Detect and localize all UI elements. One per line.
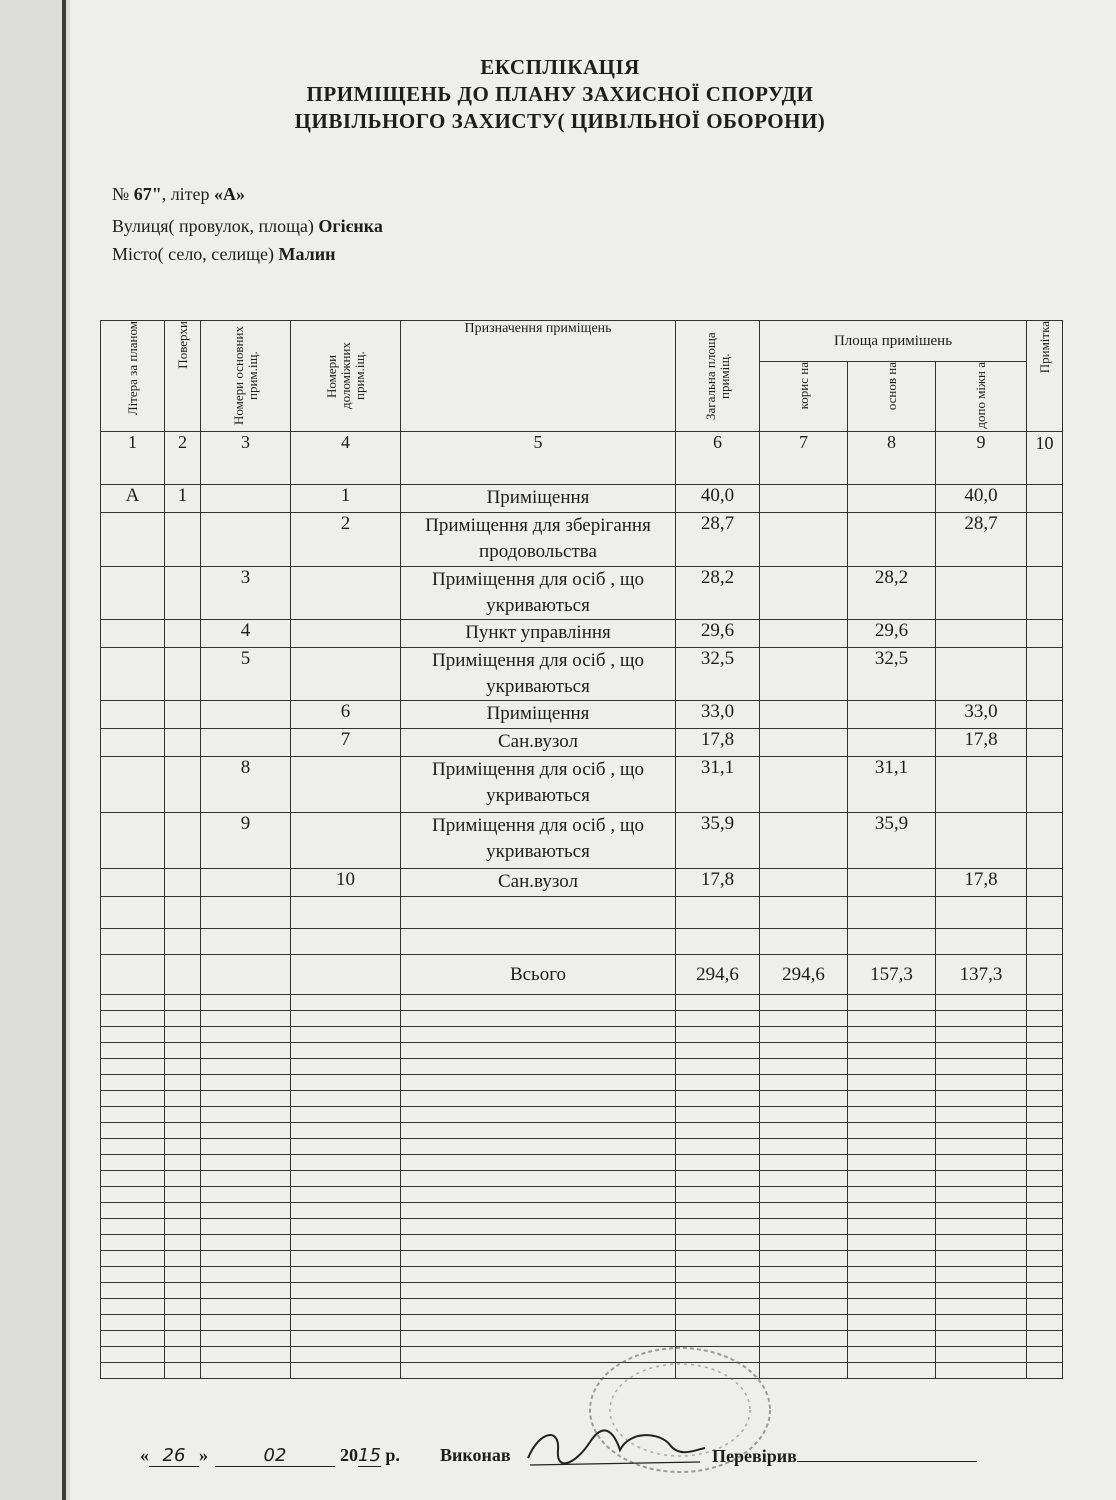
cell-basic-area: 32,5 <box>848 648 936 701</box>
cell-purpose: Приміщення для осіб , що укриваються <box>401 813 676 869</box>
table-empty-row <box>101 1155 1063 1171</box>
cell-aux-room: 7 <box>291 729 401 757</box>
cell-note <box>1027 813 1063 869</box>
table-empty-row <box>101 1059 1063 1075</box>
table-empty-row <box>101 897 1063 929</box>
col-header-useful: корис на <box>760 362 848 432</box>
cell-liter <box>101 620 165 648</box>
binding-edge <box>62 0 66 1500</box>
cell-aux-area <box>936 648 1027 701</box>
cell-floor <box>165 620 201 648</box>
col-header-basic: основ на <box>848 362 936 432</box>
building-liter: «А» <box>214 184 246 204</box>
cell-liter <box>101 729 165 757</box>
cell-floor <box>165 729 201 757</box>
table-empty-row <box>101 1043 1063 1059</box>
cell-useful-area <box>760 485 848 513</box>
address-street-line: Вулиця( провулок, площа) Огієнка <box>112 216 383 236</box>
cell-liter <box>101 757 165 813</box>
cell-main-room <box>201 869 291 897</box>
table-empty-row <box>101 1171 1063 1187</box>
cell-aux-area <box>936 620 1027 648</box>
cell-aux-room: 6 <box>291 701 401 729</box>
table-row <box>101 567 1063 620</box>
cell-purpose: Приміщення <box>401 701 676 729</box>
cell-floor <box>165 701 201 729</box>
date-day: 26 <box>149 1445 199 1467</box>
cell-note <box>1027 729 1063 757</box>
col-number: 10 <box>1027 432 1063 485</box>
col-header-main-rooms: Номери основних прим.іщ. <box>201 321 291 432</box>
table-empty-row <box>101 1123 1063 1139</box>
cell-aux-area: 28,7 <box>936 513 1027 567</box>
cell-basic-area <box>848 513 936 567</box>
year-suffix: 15 <box>358 1445 381 1466</box>
cell-aux-room <box>291 567 401 620</box>
cell-note <box>1027 869 1063 897</box>
table-empty-row <box>101 1203 1063 1219</box>
table-empty-row <box>101 1235 1063 1251</box>
table-empty-row <box>101 1091 1063 1107</box>
cell-basic-area: 29,6 <box>848 620 936 648</box>
table-total-row <box>101 955 1063 995</box>
cell-total-area: 28,2 <box>676 567 760 620</box>
building-number: 67" <box>133 184 162 204</box>
total-basic: 157,3 <box>848 955 936 995</box>
cell-note <box>1027 757 1063 813</box>
cell-aux-room: 2 <box>291 513 401 567</box>
executed-label: Виконав <box>440 1445 511 1465</box>
cell-total-area: 17,8 <box>676 729 760 757</box>
col-header-liter: Літера за планом <box>101 321 165 432</box>
col-header-auxiliary: допо міжн а <box>936 362 1027 432</box>
cell-basic-area: 35,9 <box>848 813 936 869</box>
cell-floor <box>165 813 201 869</box>
checked-field <box>712 1445 977 1467</box>
cell-total-area: 33,0 <box>676 701 760 729</box>
cell-aux-room: 10 <box>291 869 401 897</box>
table-empty-row <box>101 995 1063 1011</box>
date-year-field <box>340 1445 400 1466</box>
explication-table <box>100 320 1063 1379</box>
cell-total-area: 32,5 <box>676 648 760 701</box>
cell-useful-area <box>760 729 848 757</box>
table-header-row <box>101 321 1063 362</box>
table-row <box>101 648 1063 701</box>
cell-floor <box>165 757 201 813</box>
col-header-note: Примітка <box>1027 321 1063 432</box>
cell-purpose: Приміщення для осіб , що укриваються <box>401 648 676 701</box>
table-empty-row <box>101 1251 1063 1267</box>
col-number: 2 <box>165 432 201 485</box>
total-label: Всього <box>401 955 676 995</box>
table-empty-row <box>101 1299 1063 1315</box>
table-empty-row <box>101 1139 1063 1155</box>
date-day-field: « 26 » <box>140 1445 208 1466</box>
table-row <box>101 620 1063 648</box>
cell-liter <box>101 648 165 701</box>
year-label: р. <box>385 1445 400 1465</box>
cell-main-room <box>201 513 291 567</box>
cell-main-room: 4 <box>201 620 291 648</box>
cell-note <box>1027 648 1063 701</box>
cell-note <box>1027 485 1063 513</box>
col-header-area-group: Площа примішень <box>760 321 1027 362</box>
cell-main-room: 9 <box>201 813 291 869</box>
col-number: 6 <box>676 432 760 485</box>
cell-aux-room <box>291 757 401 813</box>
total-useful: 294,6 <box>760 955 848 995</box>
cell-total-area: 40,0 <box>676 485 760 513</box>
cell-liter <box>101 513 165 567</box>
date-month-field <box>215 1445 335 1467</box>
date-month: 02 <box>215 1445 335 1467</box>
cell-useful-area <box>760 813 848 869</box>
doc-subtitle-2: ЦИВІЛЬНОГО ЗАХИСТУ( ЦИВІЛЬНОЇ ОБОРОНИ) <box>294 109 826 133</box>
signature <box>520 1420 710 1470</box>
cell-useful-area <box>760 701 848 729</box>
col-number: 5 <box>401 432 676 485</box>
column-number-row <box>101 432 1063 485</box>
table-empty-row <box>101 1187 1063 1203</box>
col-header-total-area: Загальна площа приміщ. <box>676 321 760 432</box>
cell-useful-area <box>760 648 848 701</box>
cell-note <box>1027 513 1063 567</box>
table-empty-row <box>101 1267 1063 1283</box>
col-number: 9 <box>936 432 1027 485</box>
cell-basic-area <box>848 869 936 897</box>
cell-main-room <box>201 701 291 729</box>
cell-basic-area <box>848 701 936 729</box>
doc-subtitle-1: ПРИМІЩЕНЬ ДО ПЛАНУ ЗАХИСНОЇ СПОРУДИ <box>306 82 814 106</box>
cell-basic-area: 31,1 <box>848 757 936 813</box>
table-row <box>101 729 1063 757</box>
cell-total-area: 31,1 <box>676 757 760 813</box>
cell-aux-room: 1 <box>291 485 401 513</box>
cell-liter <box>101 813 165 869</box>
cell-useful-area <box>760 620 848 648</box>
table-row <box>101 813 1063 869</box>
cell-total-area: 35,9 <box>676 813 760 869</box>
cell-note <box>1027 620 1063 648</box>
table-row <box>101 757 1063 813</box>
cell-useful-area <box>760 513 848 567</box>
total-area: 294,6 <box>676 955 760 995</box>
cell-liter <box>101 869 165 897</box>
cell-liter <box>101 567 165 620</box>
cell-main-room: 3 <box>201 567 291 620</box>
city-name: Малин <box>278 244 336 264</box>
cell-liter: А <box>101 485 165 513</box>
cell-purpose: Приміщення для осіб , що укриваються <box>401 757 676 813</box>
col-number: 4 <box>291 432 401 485</box>
cell-aux-room <box>291 813 401 869</box>
table-empty-row <box>101 1219 1063 1235</box>
col-number: 3 <box>201 432 291 485</box>
col-number: 1 <box>101 432 165 485</box>
cell-main-room: 5 <box>201 648 291 701</box>
table-empty-row <box>101 1027 1063 1043</box>
cell-basic-area: 28,2 <box>848 567 936 620</box>
col-header-floor: Поверхи <box>165 321 201 432</box>
table-row <box>101 869 1063 897</box>
cell-aux-area: 17,8 <box>936 869 1027 897</box>
cell-purpose: Приміщення <box>401 485 676 513</box>
cell-purpose: Сан.вузол <box>401 729 676 757</box>
cell-aux-area <box>936 813 1027 869</box>
table-row <box>101 513 1063 567</box>
cell-aux-area <box>936 757 1027 813</box>
table-row <box>101 485 1063 513</box>
cell-aux-area <box>936 567 1027 620</box>
cell-aux-room <box>291 620 401 648</box>
col-header-purpose: Призначення приміщень <box>401 321 676 432</box>
doc-title: ЕКСПЛІКАЦІЯ <box>480 55 640 79</box>
address-number-line: № 67", літер «А» <box>112 184 246 204</box>
cell-useful-area <box>760 757 848 813</box>
cell-aux-area: 33,0 <box>936 701 1027 729</box>
cell-aux-room <box>291 648 401 701</box>
cell-aux-area: 17,8 <box>936 729 1027 757</box>
cell-main-room <box>201 729 291 757</box>
cell-total-area: 28,7 <box>676 513 760 567</box>
cell-floor <box>165 513 201 567</box>
cell-purpose: Сан.вузол <box>401 869 676 897</box>
checked-label: Перевірив <box>712 1446 797 1466</box>
cell-purpose: Пункт управління <box>401 620 676 648</box>
table-empty-row <box>101 1011 1063 1027</box>
cell-floor: 1 <box>165 485 201 513</box>
cell-purpose: Приміщення для зберігання продовольства <box>401 513 676 567</box>
cell-main-room <box>201 485 291 513</box>
cell-basic-area <box>848 485 936 513</box>
col-number: 8 <box>848 432 936 485</box>
cell-basic-area <box>848 729 936 757</box>
cell-aux-area: 40,0 <box>936 485 1027 513</box>
col-number: 7 <box>760 432 848 485</box>
table-empty-row <box>101 1283 1063 1299</box>
year-prefix: 20 <box>340 1445 358 1465</box>
table-row <box>101 701 1063 729</box>
cell-purpose: Приміщення для осіб , що укриваються <box>401 567 676 620</box>
cell-note <box>1027 701 1063 729</box>
cell-total-area: 17,8 <box>676 869 760 897</box>
cell-useful-area <box>760 567 848 620</box>
col-header-aux-rooms: Номери доломіжних прим.іщ. <box>291 321 401 432</box>
cell-floor <box>165 869 201 897</box>
cell-useful-area <box>760 869 848 897</box>
cell-note <box>1027 567 1063 620</box>
table-body <box>101 485 1063 897</box>
street-name: Огієнка <box>318 216 383 236</box>
blank-rows <box>101 995 1063 1379</box>
cell-floor <box>165 648 201 701</box>
total-auxiliary: 137,3 <box>936 955 1027 995</box>
cell-liter <box>101 701 165 729</box>
table-empty-row <box>101 1107 1063 1123</box>
cell-main-room: 8 <box>201 757 291 813</box>
cell-floor <box>165 567 201 620</box>
table-empty-row <box>101 929 1063 955</box>
address-city-line: Місто( село, селище) Малин <box>112 244 336 264</box>
cell-total-area: 29,6 <box>676 620 760 648</box>
table-empty-row <box>101 1075 1063 1091</box>
